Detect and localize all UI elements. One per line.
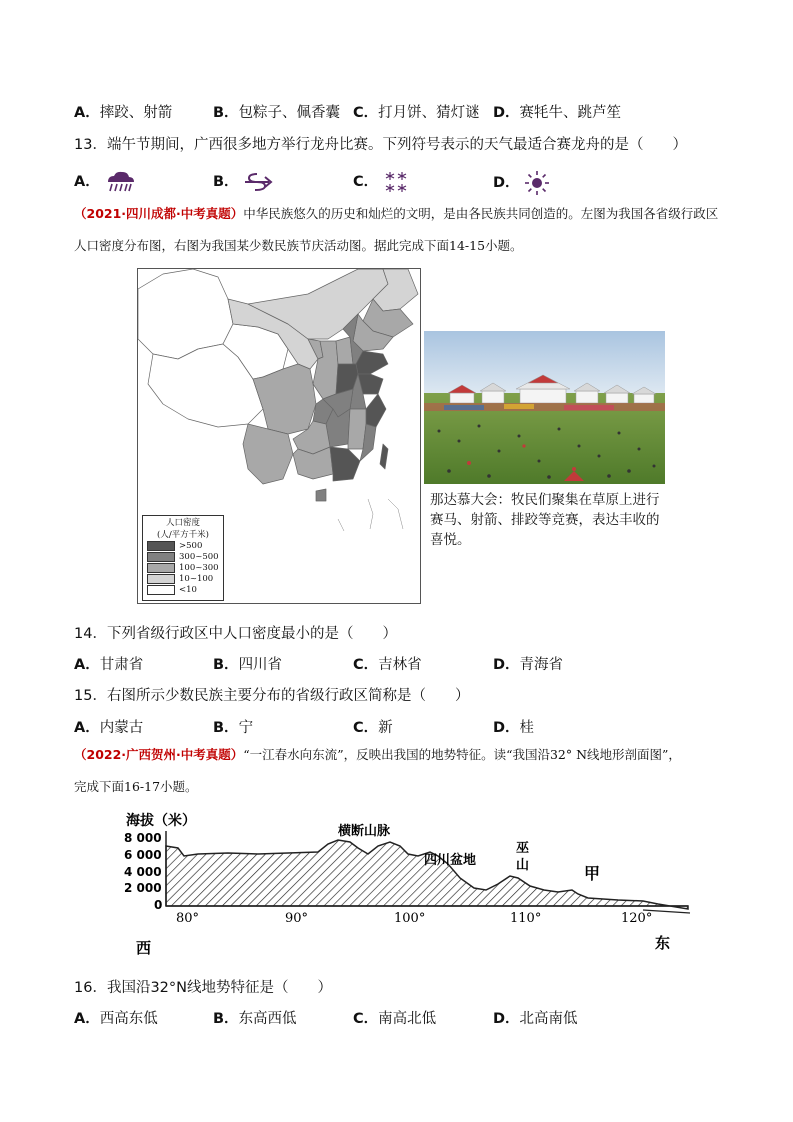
legend-title: 人口密度 [165, 518, 200, 528]
q14-option-c[interactable]: C．吉林省 [353, 657, 422, 673]
q12-option-d[interactable]: D．赛牦牛、跳芦笙 [493, 105, 622, 121]
q16-text: 16．我国沿32°N线地势特征是（ ） [74, 980, 332, 996]
intro-text: 中华民族悠久的历史和灿烂的文明，是由各民族共同创造的。左图为我国各省级行政区人口密度分布图，右图为我国某少数民族节庆活动图。据此完成下面14-15小题。 [74, 206, 719, 253]
q15-option-c[interactable]: C．新 [353, 720, 393, 736]
profile-xtick: 110° [510, 911, 542, 926]
q12-option-a[interactable]: A．摔跤、射箭 [74, 105, 173, 121]
intro-text-2: 完成下面16-17小题。 [74, 779, 198, 794]
profile-ytick: 0 [154, 898, 163, 912]
snow-icon [383, 170, 409, 194]
intro-14-15 [74, 198, 724, 262]
terrain-profile-graphic [118, 806, 698, 956]
q15-option-a[interactable]: A．内蒙古 [74, 720, 144, 736]
naadam-photo-graphic [424, 331, 665, 484]
q14-option-a[interactable]: A．甘肃省 [74, 657, 144, 673]
q13-option-a[interactable]: A． [74, 170, 136, 194]
intro-text-1: “一江春水向东流”，反映出我国的地势特征。读“我国沿32° N线地形剖面图”， [243, 747, 681, 762]
legend-item: <10 [147, 584, 223, 595]
naadam-festival-photo [424, 331, 665, 484]
q13-option-d[interactable]: D． [493, 170, 550, 196]
label-jia: 甲 [584, 864, 601, 883]
legend-swatch [147, 563, 175, 573]
q13-text: 13．端午节期间，广西很多地方举行龙舟比赛。下列符号表示的天气最适合赛龙舟的是（ ） [74, 137, 687, 153]
legend-swatch [147, 541, 175, 551]
label-sichuan-basin: 四川盆地 [424, 853, 477, 868]
legend-item: 100~300 [147, 562, 223, 573]
label-hengduan: 横断山脉 [338, 824, 391, 839]
q13-option-c[interactable]: C． [353, 170, 409, 194]
legend-swatch [147, 585, 175, 595]
photo-caption: 那达慕大会：牧民们聚集在草原上进行赛马、射箭、排跤等竞赛，表达丰收的喜悦。 [430, 492, 660, 548]
map-legend [142, 515, 224, 601]
q14-option-d[interactable]: D．青海省 [493, 657, 564, 673]
q15-option-d[interactable]: D．桂 [493, 720, 535, 736]
q16-option-b[interactable]: B．东高西低 [213, 1011, 297, 1027]
legend-swatch [147, 574, 175, 584]
q12-option-b[interactable]: B．包粽子、佩香囊 [213, 105, 341, 121]
population-density-map [137, 268, 421, 604]
profile-ytick: 2 000 [124, 881, 162, 895]
q16-option-d[interactable]: D．北高南低 [493, 1011, 578, 1027]
label-west: 西 [136, 939, 152, 956]
wind-arrow-icon [243, 171, 273, 193]
q16-option-c[interactable]: C．南高北低 [353, 1011, 437, 1027]
profile-ylabel: 海拔（米） [126, 813, 196, 829]
sun-icon [524, 170, 550, 196]
q16-option-a[interactable]: A．西高东低 [74, 1011, 158, 1027]
profile-ytick: 4 000 [124, 865, 162, 879]
source-tag: （2022·广西贺州·中考真题） [74, 747, 244, 762]
rain-cloud-icon [104, 170, 136, 194]
q13-option-b[interactable]: B． [213, 170, 273, 193]
legend-item: 300~500 [147, 551, 223, 562]
profile-ytick: 8 000 [124, 831, 162, 845]
legend-unit: (人/平方千米) [157, 530, 209, 540]
legend-item: 10~100 [147, 573, 223, 584]
q15-option-b[interactable]: B．宁 [213, 720, 254, 736]
q14-option-b[interactable]: B．四川省 [213, 657, 283, 673]
profile-xtick: 120° [621, 911, 653, 926]
label-east: 东 [655, 934, 671, 952]
legend-item: >500 [147, 540, 223, 551]
legend-swatch [147, 552, 175, 562]
profile-xtick: 90° [285, 911, 309, 926]
profile-ytick: 6 000 [124, 848, 162, 862]
source-tag: （2021·四川成都·中考真题） [74, 206, 244, 221]
label-wushan-1: 巫 [516, 841, 530, 856]
terrain-profile-32n [118, 806, 698, 956]
label-wushan-2: 山 [516, 858, 530, 873]
q15-text: 15．右图所示少数民族主要分布的省级行政区简称是（ ） [74, 688, 470, 704]
intro-16-17 [74, 739, 724, 803]
profile-xtick: 80° [176, 911, 200, 926]
q12-option-c[interactable]: C．打月饼、猜灯谜 [353, 105, 480, 121]
q14-text: 14．下列省级行政区中人口密度最小的是（ ） [74, 626, 397, 642]
profile-xtick: 100° [394, 911, 426, 926]
